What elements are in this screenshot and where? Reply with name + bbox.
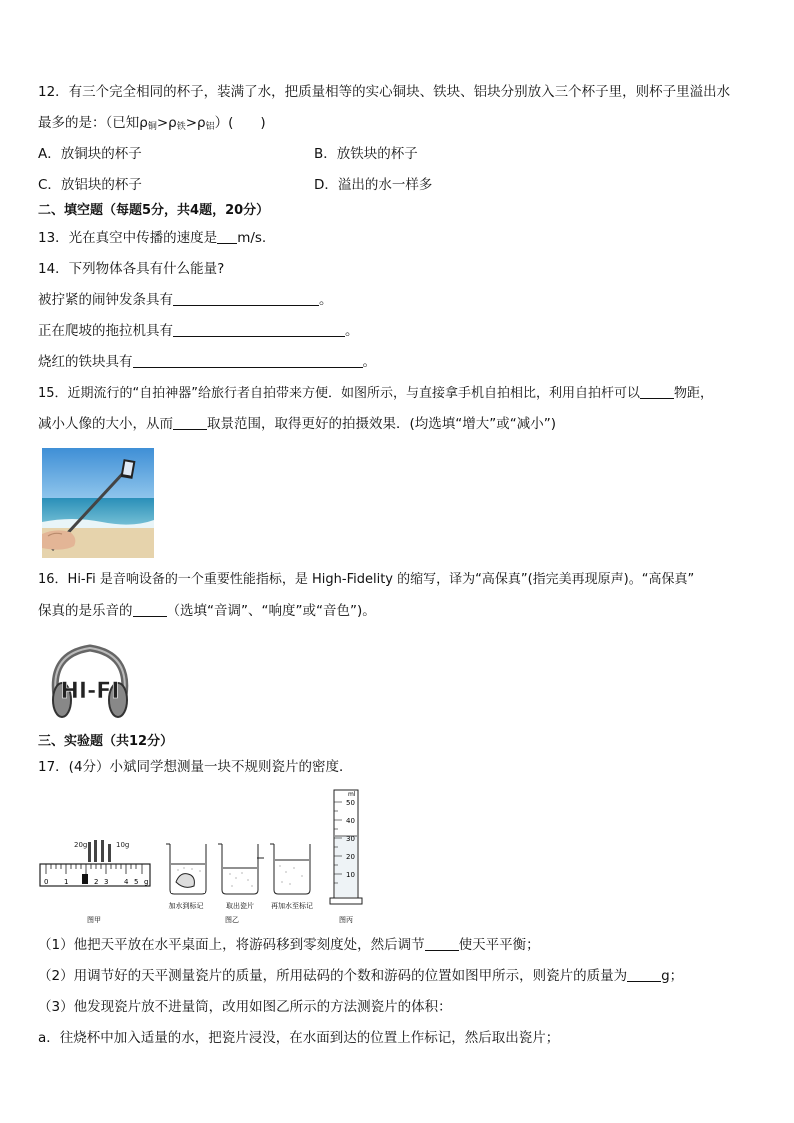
cyl-tick-50: 50 [346, 799, 355, 807]
q15-text-3: 减小人像的大小，从而 [38, 416, 173, 432]
q17-step1 [38, 935, 540, 955]
cyl-tick-10: 10 [346, 871, 355, 879]
q17-step2-blank[interactable] [627, 967, 661, 982]
beaker-label-2: 取出瓷片 [226, 902, 254, 910]
beaker-3 [270, 844, 310, 894]
q12-option-a[interactable]: A．放铜块的杯子 [38, 146, 142, 162]
beaker-label-3: 再加水至标记 [271, 902, 313, 910]
beaker-2 [218, 844, 264, 894]
q16-line2 [38, 601, 376, 621]
q15-text-1: 15．近期流行的“自拍神器”给旅行者自拍带来方便．如图所示，与直接拿手机自拍相比，利用自拍杆可以 [38, 386, 641, 401]
scale-tick-3: 3 [104, 878, 109, 886]
q16-text-1: 保真的是乐音的 [38, 603, 133, 619]
q12-line2-text: 最多的是：（已知ρ [38, 115, 148, 131]
cylinder-unit: ml [348, 791, 356, 798]
q15-line2 [38, 414, 556, 434]
scale-tick-4: 4 [124, 878, 129, 886]
selfie-stick-image [42, 448, 154, 558]
scale-tick-5: 5 [134, 878, 139, 886]
q14-b [38, 321, 359, 341]
scale-tick-0: 0 [44, 878, 49, 886]
figure-beakers [162, 838, 322, 926]
scale-tick-1: 1 [64, 878, 69, 886]
hifi-headphones-icon [44, 634, 136, 722]
q16-blank[interactable] [133, 602, 167, 617]
q12-line2 [38, 113, 266, 137]
q17-stem: 17．(4分）小斌同学想测量一块不规则瓷片的密度． [38, 759, 353, 775]
q17-step1-text: （1）他把天平放在水平桌面上，将游码移到零刻度处，然后调节 [38, 937, 425, 953]
q12-option-c[interactable]: C．放铝块的杯子 [38, 177, 142, 193]
q14-a-blank[interactable] [173, 291, 319, 306]
q13-blank[interactable] [217, 229, 237, 244]
section-heading-fill-in: 二、填空题（每题5分，共4题，20分） [38, 203, 270, 218]
subscript-copper: 铜 [147, 122, 157, 132]
q17-step1-end: 使天平平衡； [458, 937, 540, 953]
section-heading-experiment: 三、实验题（共12分） [38, 734, 174, 749]
scale-tick-2: 2 [94, 878, 99, 886]
q16-text-2: （选填“音调”、“响度”或“音色”)。 [166, 603, 376, 619]
q13-unit: m/s. [237, 230, 267, 246]
q17-step2-text: （2）用调节好的天平测量瓷片的质量，所用砝码的个数和游码的位置如图甲所示，则瓷片的质量为 [38, 968, 628, 984]
scale-unit-g: g [144, 878, 149, 886]
q14-stem: 14．下列物体各具有什么能量? [38, 261, 225, 277]
subscript-iron: 铁 [176, 122, 186, 132]
q14-b-text: 正在爬坡的拖拉机具有 [38, 323, 173, 339]
weight-label-20g: 20g [74, 841, 88, 849]
q17-step3: （3）他发现瓷片放不进量筒，改用如图乙所示的方法测瓷片的体积： [38, 999, 452, 1015]
beaker-1 [166, 844, 206, 894]
q15-blank-2[interactable] [173, 415, 207, 430]
q14-a [38, 290, 333, 310]
q17-step1-blank[interactable] [425, 936, 459, 951]
q15-line1 [38, 384, 713, 404]
q15-blank-1[interactable] [640, 384, 674, 399]
q17-step2 [38, 966, 683, 986]
fig-a-caption: 图甲 [87, 916, 101, 924]
q17-step-a: a．往烧杯中加入适量的水，把瓷片浸没，在水面到达的位置上作标记，然后取出瓷片； [38, 1030, 560, 1046]
fig-b-caption: 图乙 [225, 916, 239, 924]
fig-c-caption: 图丙 [339, 916, 353, 924]
q14-b-blank[interactable] [173, 322, 345, 337]
q13-text: 13．光在真空中传播的速度是 [38, 230, 218, 246]
rider-slider [82, 874, 88, 884]
q12-option-d[interactable]: D．溢出的水一样多 [314, 177, 433, 193]
q14-c-text: 烧红的铁块具有 [38, 354, 133, 370]
q16-line1: 16．Hi-Fi 是音响设备的一个重要性能指标，是 High-Fidelity 的缩写，译为“高保真”(指完美再现原声)。“高保真” [38, 572, 695, 587]
q14-b-period: 。 [345, 323, 359, 339]
cyl-tick-30: 30 [346, 835, 355, 843]
figure-balance-scale [38, 836, 154, 926]
q15-text-4: 取景范围，取得更好的拍摄效果．(均选填“增大”或“减小”) [207, 416, 557, 432]
cyl-tick-20: 20 [346, 853, 355, 861]
gt-rho-1: >ρ [156, 115, 177, 131]
q15-text-2: 物距， [674, 386, 714, 401]
q17-step2-unit: g； [661, 968, 684, 984]
q14-a-text: 被拧紧的闹钟发条具有 [38, 292, 173, 308]
cyl-tick-40: 40 [346, 817, 355, 825]
hifi-logo-text: HI-FI [60, 679, 120, 704]
gt-rho-2: >ρ [185, 115, 206, 131]
subscript-aluminum: 铝 [205, 122, 215, 132]
q14-c-blank[interactable] [133, 353, 363, 368]
q12-line1: 12．有三个完全相同的杯子，装满了水，把质量相等的实心铜块、铁块、铝块分别放入三个杯子里，则杯子里溢出水 [38, 84, 731, 100]
q14-c-period: 。 [362, 354, 376, 370]
figure-measuring-cylinder [326, 786, 370, 926]
beaker-label-1: 加水到标记 [168, 902, 204, 910]
weight-label-10g: 10g [116, 841, 130, 849]
q14-a-period: 。 [319, 292, 333, 308]
q12-option-b[interactable]: B．放铁块的杯子 [314, 146, 418, 162]
q13 [38, 228, 266, 248]
q14-c [38, 352, 376, 372]
answer-paren: ）( ) [214, 115, 266, 131]
